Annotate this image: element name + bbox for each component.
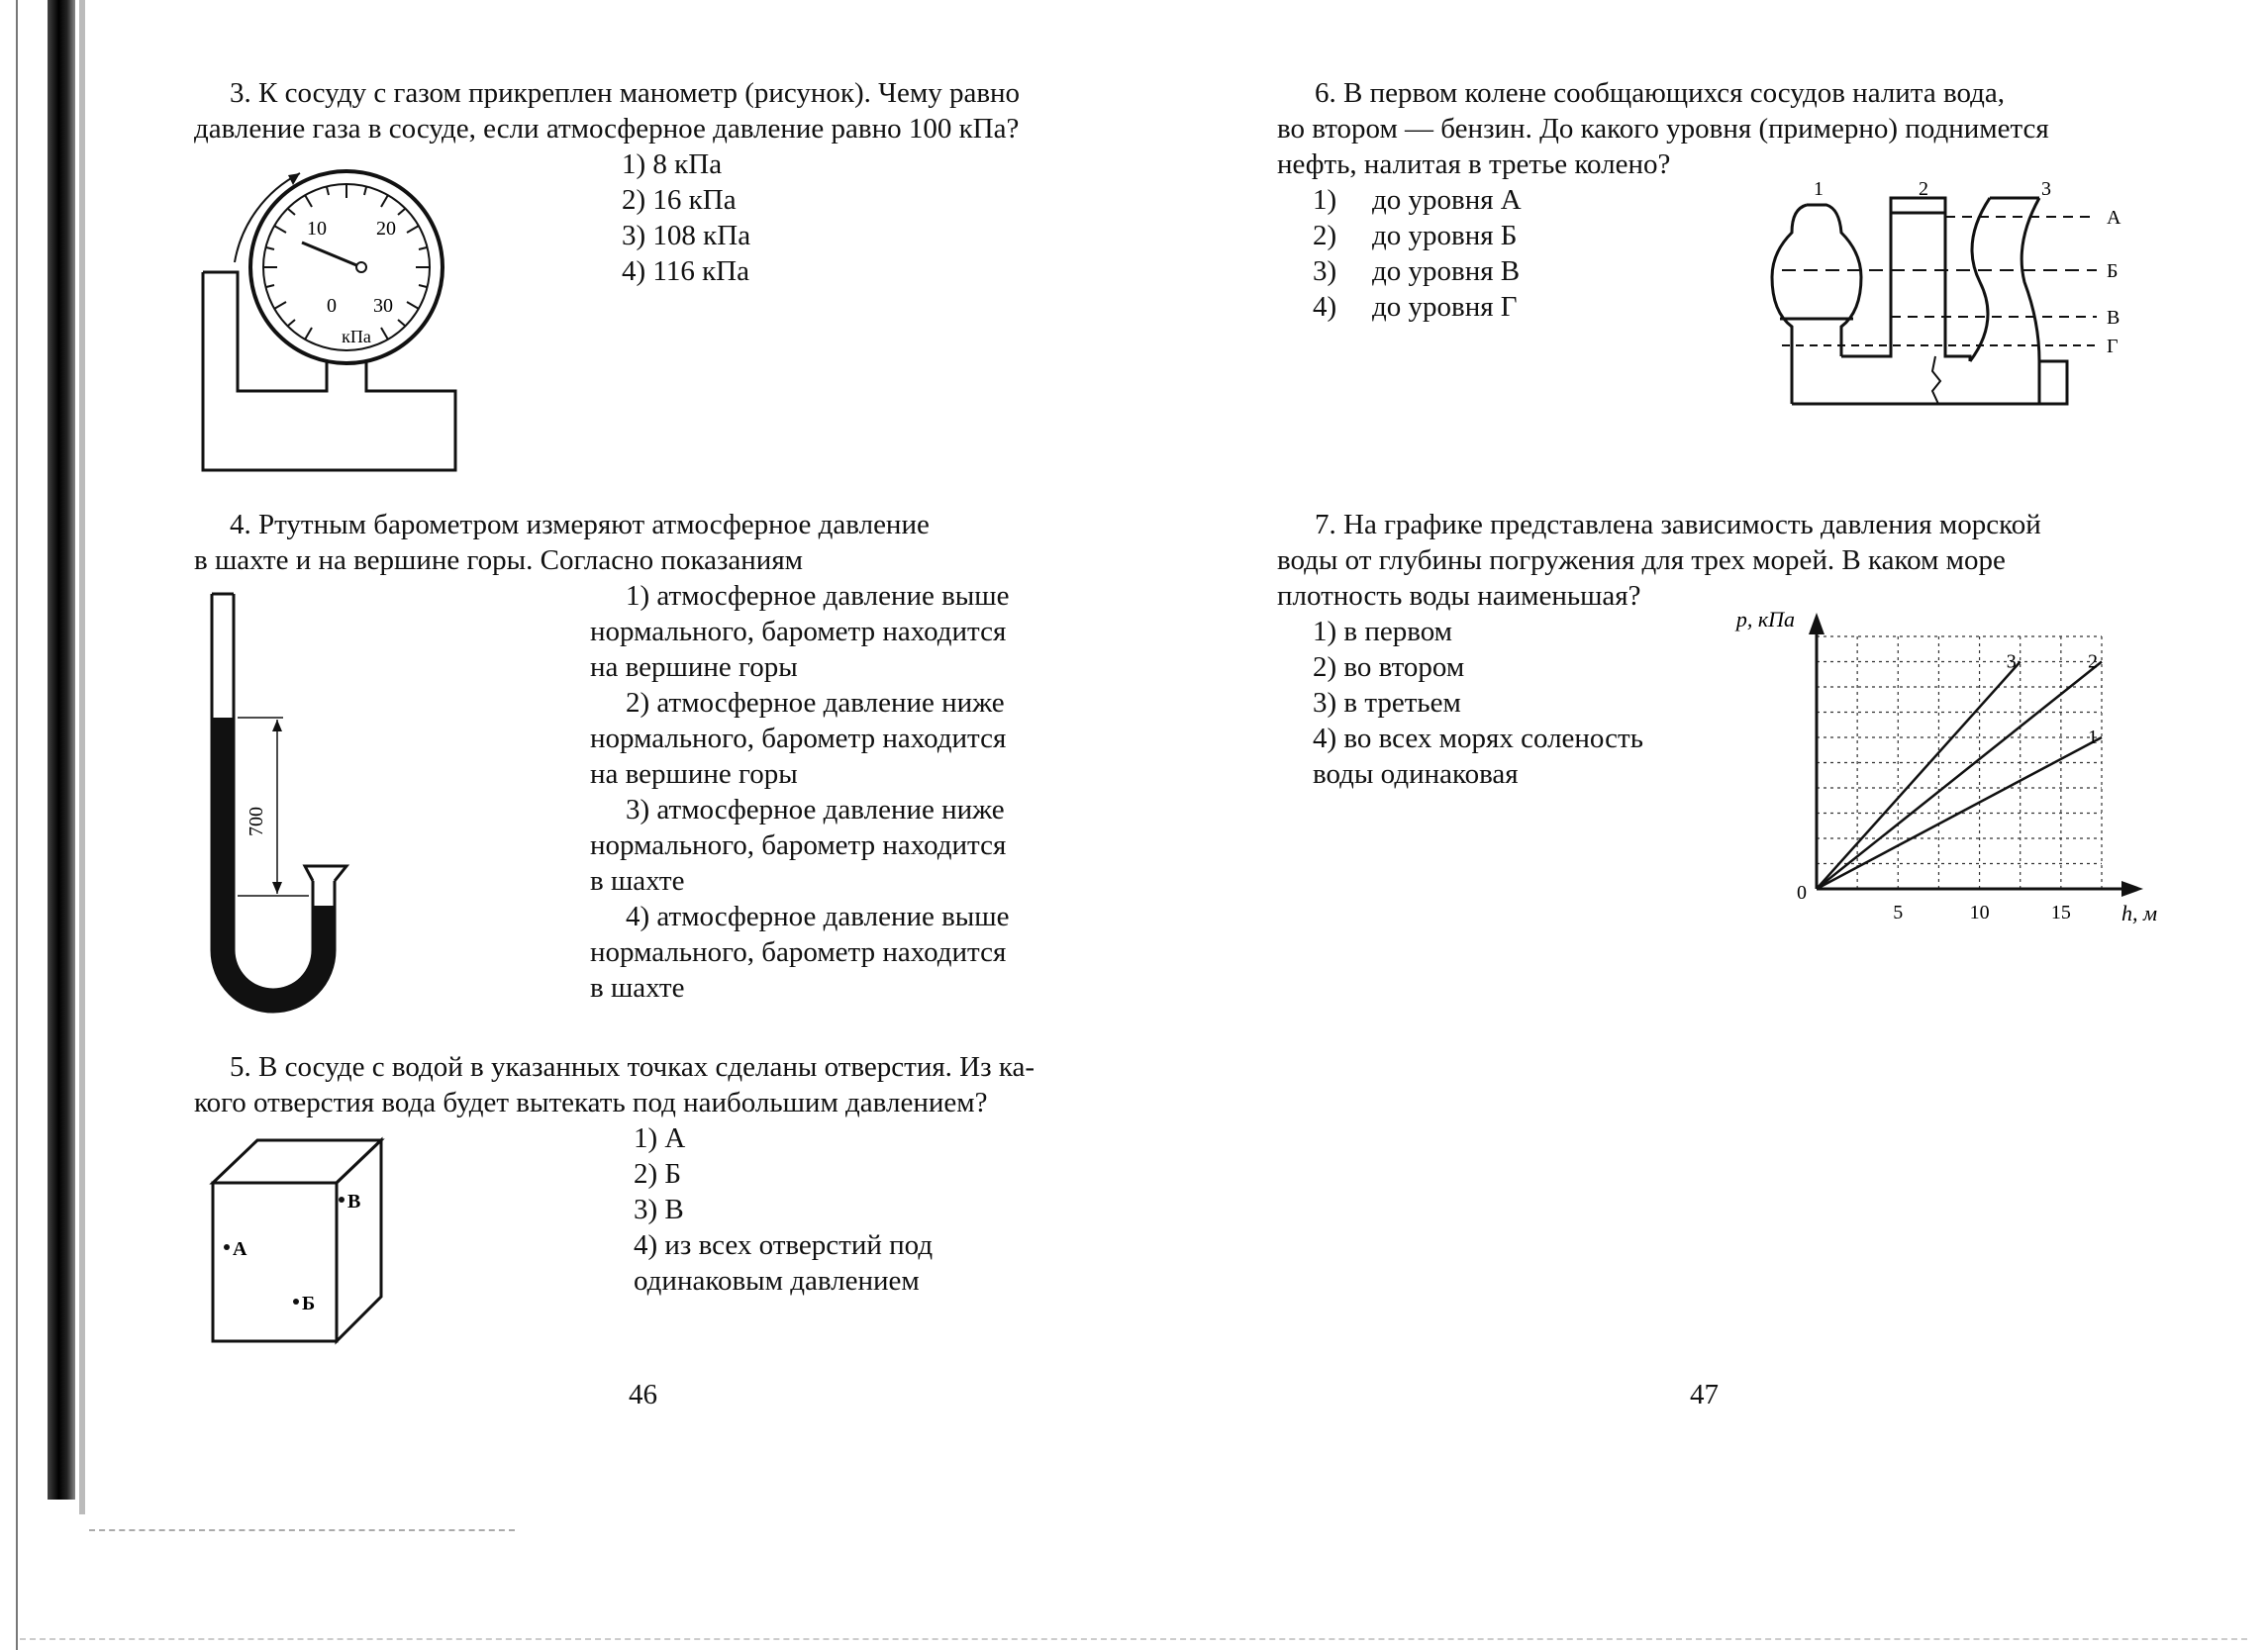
- q6-text-line-3: нефть, налитая в третье колено?: [1277, 148, 1671, 180]
- q6-option-3-num: 3): [1313, 255, 1337, 287]
- manometer-figure: [193, 153, 470, 480]
- q3-text-line-2: давление газа в сосуде, если атмосферное давление равно 100 кПа?: [194, 113, 1020, 145]
- q3-option-3: 3) 108 кПа: [622, 220, 751, 251]
- series-line-2: [1817, 662, 2102, 890]
- barometer-700-label: 700: [246, 807, 267, 836]
- pressure-depth-chart: [1703, 607, 2158, 940]
- page-edge: [16, 0, 18, 1650]
- level-v-label: В: [2107, 307, 2120, 329]
- q5-option-4-line-1: 4) из всех отверстий под: [634, 1229, 934, 1261]
- page-number-right: 47: [1690, 1379, 1719, 1410]
- q7-text-line-3: плотность воды наименьшая?: [1277, 580, 1641, 612]
- q4-option-3-line-1: 3) атмосферное давление ниже: [626, 794, 1005, 825]
- page-number-left: 46: [629, 1379, 657, 1410]
- series-label-1: 1: [2088, 727, 2098, 748]
- q4-text-line-2: в шахте и на вершине горы. Согласно показаниям: [194, 544, 804, 576]
- q5-text-line-2: кого отверстия вода будет вытекать под наибольшим давлением?: [194, 1087, 988, 1118]
- x-axis-label: h, м: [2121, 901, 2158, 925]
- scan-bottom-edge: [20, 1638, 2247, 1640]
- book-binding-shadow: [79, 0, 85, 1514]
- y-axis-arrow: [1809, 613, 1824, 634]
- gauge-unit: кПа: [342, 327, 371, 346]
- q6-option-1-num: 1): [1313, 184, 1337, 216]
- x-tick-label: 5: [1893, 902, 1904, 923]
- communicating-vessels-figure: [1762, 173, 2153, 416]
- q4-option-4-line-1: 4) атмосферное давление выше: [626, 901, 1010, 932]
- q4-option-4-line-2: нормального, барометр находится: [590, 936, 1007, 968]
- gauge-label-0: 0: [327, 295, 337, 317]
- q7-text-line-2: воды от глубины погружения для трех морей. В каком море: [1277, 544, 2006, 576]
- level-b-label: Б: [2107, 260, 2119, 282]
- q4-option-4-line-3: в шахте: [590, 972, 685, 1004]
- q6-option-2-text: до уровня Б: [1372, 220, 1518, 251]
- water-vessel-figure: [203, 1128, 391, 1346]
- q6-option-1-text: до уровня А: [1372, 184, 1522, 216]
- series-label-2: 2: [2088, 650, 2098, 673]
- q7-option-4-line-2: воды одинаковая: [1313, 758, 1519, 790]
- q4-option-2-line-3: на вершине горы: [590, 758, 798, 790]
- barometer-figure: [198, 589, 366, 1015]
- level-g-label: Г: [2107, 336, 2119, 357]
- q5-option-4-line-2: одинаковым давлением: [634, 1265, 920, 1297]
- vessel-3-label: 3: [2041, 178, 2051, 200]
- q3-option-1: 1) 8 кПа: [622, 148, 723, 180]
- q3-option-4: 4) 116 кПа: [622, 255, 749, 287]
- gauge-label-20: 20: [376, 218, 396, 240]
- q6-option-2-num: 2): [1313, 220, 1337, 251]
- q4-option-2-line-2: нормального, барометр находится: [590, 723, 1007, 754]
- q4-text-line-1: 4. Ртутным барометром измеряют атмосферное давление: [230, 509, 930, 540]
- q4-option-1-line-1: 1) атмосферное давление выше: [626, 580, 1010, 612]
- x-axis-arrow: [2121, 881, 2143, 897]
- q3-text-line-1: 3. К сосуду с газом прикреплен манометр (рисунок). Чему равно: [230, 77, 1021, 109]
- q5-option-2: 2) Б: [634, 1158, 682, 1190]
- vessel-1-label: 1: [1814, 178, 1824, 200]
- q7-option-2: 2) во втором: [1313, 651, 1465, 683]
- q3-option-2: 2) 16 кПа: [622, 184, 737, 216]
- q7-option-4-line-1: 4) во всех морях соленость: [1313, 723, 1643, 754]
- page-bottom-dashes: [89, 1529, 515, 1531]
- q4-option-1-line-3: на вершине горы: [590, 651, 798, 683]
- origin-label: 0: [1797, 882, 1807, 904]
- point-v-label: В: [347, 1191, 361, 1213]
- x-tick-label: 15: [2050, 902, 2071, 923]
- x-tick-label: 10: [1969, 902, 1990, 923]
- series-line-3: [1817, 662, 2021, 890]
- chart-series: [1817, 662, 2102, 890]
- vessel-2-label: 2: [1919, 178, 1928, 200]
- point-b-label: Б: [302, 1293, 316, 1314]
- y-axis-label: p, кПа: [1735, 607, 1795, 631]
- q5-option-3: 3) В: [634, 1194, 684, 1225]
- series-label-3: 3: [2006, 650, 2017, 673]
- q4-option-1-line-2: нормального, барометр находится: [590, 616, 1007, 647]
- point-a-label: А: [233, 1238, 247, 1260]
- q5-option-1: 1) А: [634, 1122, 686, 1154]
- q6-text-line-1: 6. В первом колене сообщающихся сосудов налита вода,: [1315, 77, 2005, 109]
- gauge-label-30: 30: [373, 295, 393, 317]
- q4-option-3-line-3: в шахте: [590, 865, 685, 897]
- level-a-label: А: [2107, 207, 2121, 229]
- q6-option-3-text: до уровня В: [1372, 255, 1521, 287]
- q7-option-1: 1) в первом: [1313, 616, 1453, 647]
- q6-text-line-2: во втором — бензин. До какого уровня (примерно) поднимется: [1277, 113, 2049, 145]
- q5-text-line-1: 5. В сосуде с водой в указанных точках сделаны отверстия. Из ка-: [230, 1051, 1035, 1083]
- q6-option-4-num: 4): [1313, 291, 1337, 323]
- q7-text-line-1: 7. На графике представлена зависимость давления морской: [1315, 509, 2041, 540]
- q7-option-3: 3) в третьем: [1313, 687, 1461, 719]
- q4-option-2-line-1: 2) атмосферное давление ниже: [626, 687, 1005, 719]
- chart-grid: [1817, 636, 2102, 889]
- q6-option-4-text: до уровня Г: [1372, 291, 1518, 323]
- chart-labels: [1734, 607, 2157, 925]
- gauge-label-10: 10: [307, 218, 327, 240]
- book-binding: [48, 0, 75, 1500]
- q4-option-3-line-2: нормального, барометр находится: [590, 829, 1007, 861]
